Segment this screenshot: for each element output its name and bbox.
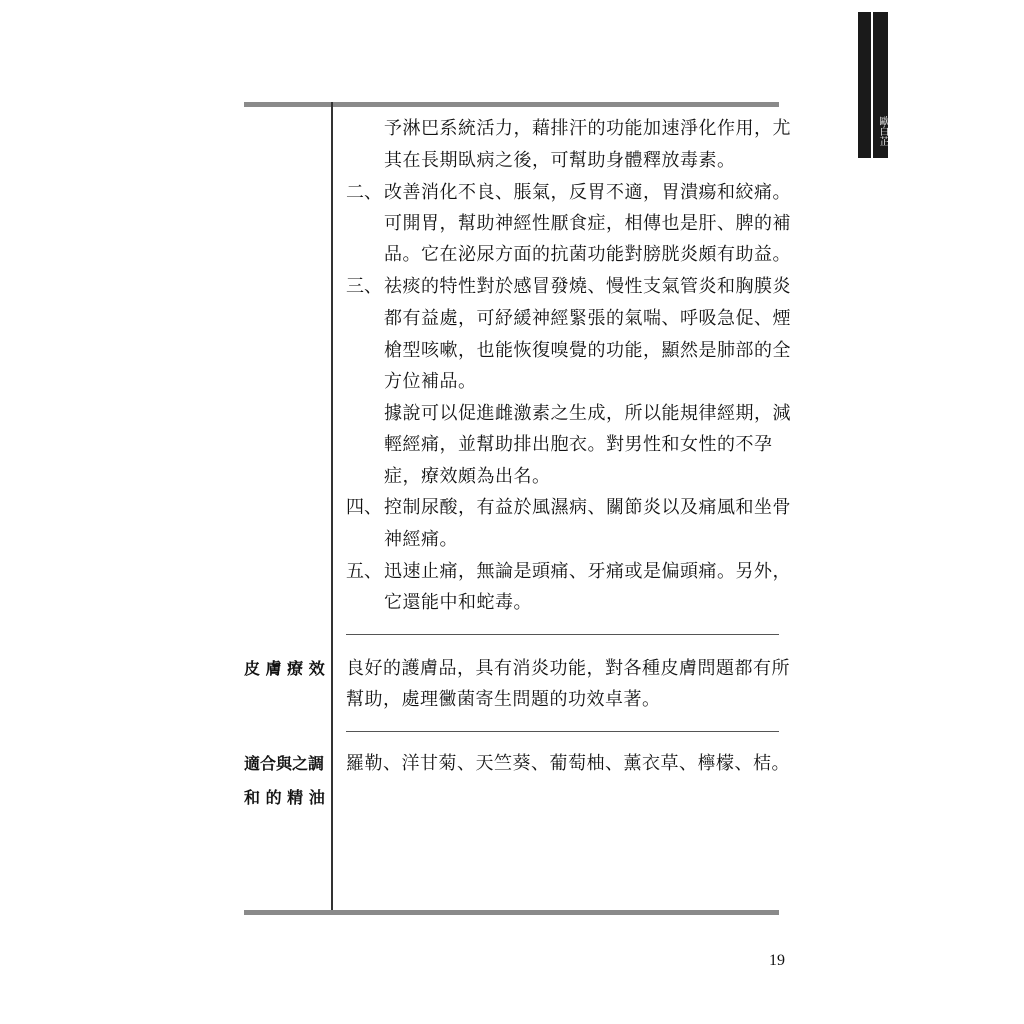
text-line: 良好的護膚品，具有消炎功能，對各種皮膚問題都有所 xyxy=(346,658,790,679)
item-number: 二、 xyxy=(346,182,382,203)
text-line: 可開胃，幫助神經性厭食症，相傳也是肝、脾的補 xyxy=(384,213,791,234)
chapter-side-tab xyxy=(858,12,888,158)
side-tab-label: 歐白芷 xyxy=(877,116,888,146)
text-line: 症，療效頗為出名。 xyxy=(384,466,551,487)
blend-oils-heading: 和 的 精 油 xyxy=(244,788,325,807)
blend-oils-heading: 適合與之調 xyxy=(244,754,325,773)
skin-effects-heading: 皮 膚 療 效 xyxy=(244,659,325,678)
top-rule xyxy=(244,102,779,107)
column-divider xyxy=(331,102,333,915)
text-line: 羅勒、洋甘菊、天竺葵、葡萄柚、薰衣草、檸檬、桔。 xyxy=(346,753,790,774)
text-line: 品。它在泌尿方面的抗菌功能對膀胱炎頗有助益。 xyxy=(384,244,791,265)
text-line: 改善消化不良、脹氣，反胃不適，胃潰瘍和絞痛。 xyxy=(384,182,791,203)
item-number: 三、 xyxy=(346,276,382,297)
text-line: 迅速止痛，無論是頭痛、牙痛或是偏頭痛。另外， xyxy=(384,561,791,582)
text-line: 方位補品。 xyxy=(384,371,477,392)
text-line: 輕經痛，並幫助排出胞衣。對男性和女性的不孕 xyxy=(384,434,773,455)
text-line: 據說可以促進雌激素之生成，所以能規律經期，減 xyxy=(384,403,791,424)
text-line: 控制尿酸，有益於風濕病、關節炎以及痛風和坐骨 xyxy=(384,497,791,518)
item-number: 五、 xyxy=(346,561,382,582)
page-number: 19 xyxy=(769,952,785,969)
text-line: 槍型咳嗽，也能恢復嗅覺的功能，顯然是肺部的全 xyxy=(384,340,791,361)
section-separator xyxy=(346,731,779,732)
text-line: 予淋巴系統活力，藉排汗的功能加速淨化作用，尤 xyxy=(384,118,791,139)
text-line: 祛痰的特性對於感冒發燒、慢性支氣管炎和胸膜炎 xyxy=(384,276,791,297)
item-number: 四、 xyxy=(346,497,382,518)
text-line: 神經痛。 xyxy=(384,529,458,550)
text-line: 其在長期臥病之後，可幫助身體釋放毒素。 xyxy=(384,150,736,171)
bottom-rule xyxy=(244,910,779,915)
section-separator xyxy=(346,634,779,635)
text-line: 都有益處，可紓緩神經緊張的氣喘、呼吸急促、煙 xyxy=(384,308,791,329)
text-line: 它還能中和蛇毒。 xyxy=(384,592,532,613)
text-line: 幫助，處理黴菌寄生問題的功效卓著。 xyxy=(346,689,661,710)
